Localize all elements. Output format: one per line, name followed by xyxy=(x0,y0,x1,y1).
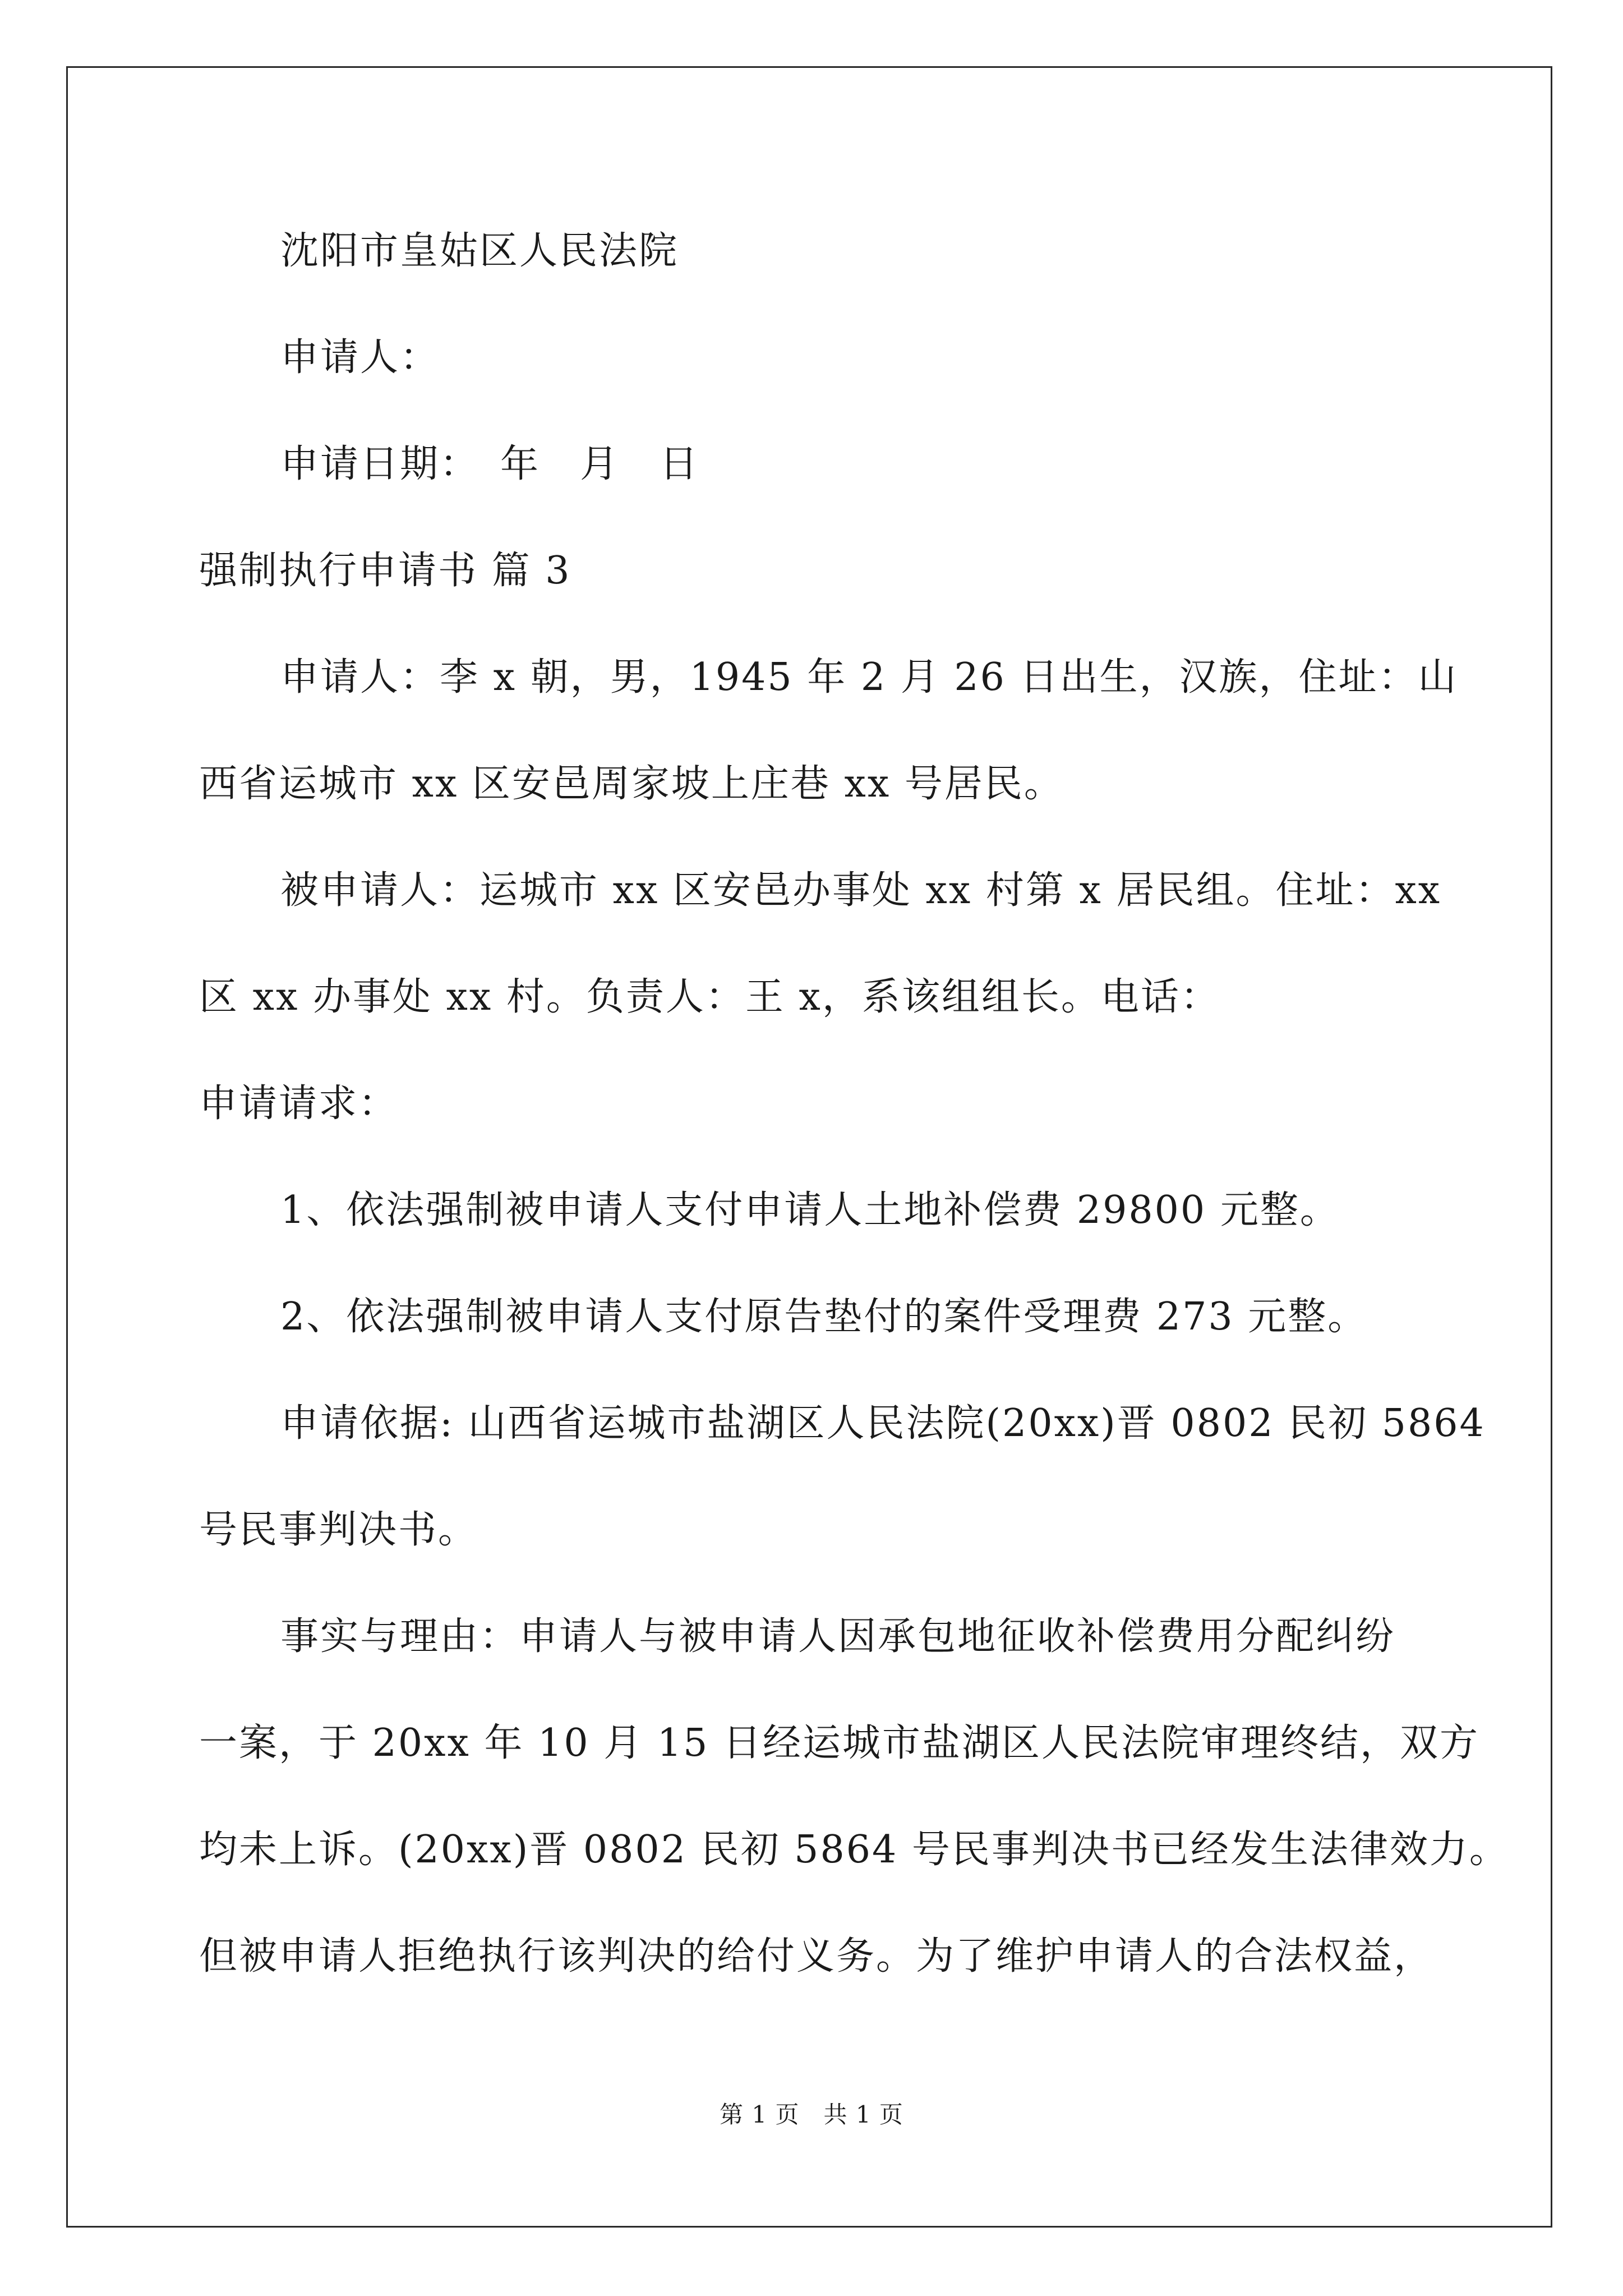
page-footer: 第 1 页 共 1 页 xyxy=(720,2101,903,2128)
basis-line-1: 申请依据: 山西省运城市盐湖区人民法院(20xx)晋 0802 民初 5864 xyxy=(280,1401,1486,1446)
applicant-info-line-1: 申请人：李 x 朝，男，1945 年 2 月 26 日出生，汉族，住址：山 xyxy=(280,655,1458,700)
applicant-info-line-2: 西省运城市 xx 区安邑周家坡上庄巷 xx 号居民。 xyxy=(199,762,1064,806)
facts-line-2: 一案，于 20xx 年 10 月 15 日经运城市盐湖区人民法院审理终结，双方 xyxy=(199,1721,1479,1765)
request-heading: 申请请求： xyxy=(199,1082,399,1126)
application-date-label: 申请日期： 年 月 日 xyxy=(280,442,700,486)
basis-line-2: 号民事判决书。 xyxy=(199,1508,478,1552)
respondent-info-line-1: 被申请人：运城市 xx 区安邑办事处 xx 村第 x 居民组。住址：xx xyxy=(280,868,1442,913)
applicant-signature-label: 申请人： xyxy=(280,335,440,380)
request-item-1: 1、依法强制被申请人支付申请人土地补偿费 29800 元整。 xyxy=(280,1188,1340,1232)
facts-line-1: 事实与理由：申请人与被申请人因承包地征收补偿费用分配纠纷 xyxy=(280,1614,1396,1659)
respondent-info-line-2: 区 xx 办事处 xx 村。负责人：王 x，系该组组长。电话： xyxy=(199,975,1220,1019)
request-item-2: 2、依法强制被申请人支付原告垫付的案件受理费 273 元整。 xyxy=(280,1295,1368,1339)
section-heading: 强制执行申请书 篇 3 xyxy=(199,549,571,593)
facts-line-3: 均未上诉。(20xx)晋 0802 民初 5864 号民事判决书已经发生法律效力。 xyxy=(199,1828,1509,1872)
court-name: 沈阳市皇姑区人民法院 xyxy=(280,229,679,273)
facts-line-4: 但被申请人拒绝执行该判决的给付义务。为了维护申请人的合法权益， xyxy=(199,1934,1434,1978)
page-border xyxy=(66,66,1552,2228)
